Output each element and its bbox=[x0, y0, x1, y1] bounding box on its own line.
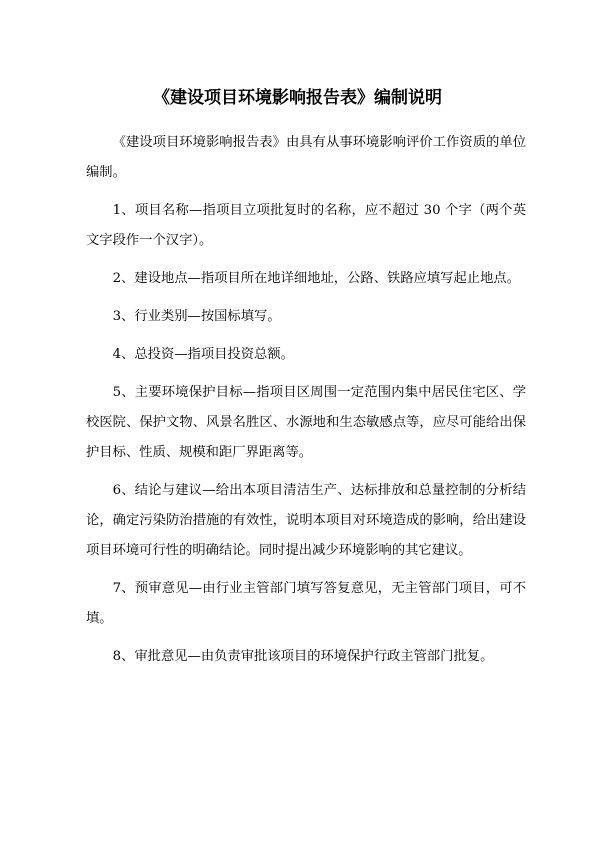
document-body bbox=[86, 128, 526, 680]
paragraph-item-6: 6、结论与建议—给出本项目清洁生产、达标排放和总量控制的分析结论，确定污染防治措施的有效性，说明本项目对环境造成的影响，给出建设项目环境可行性的明确结论。同时提出减少环境影响的其它建议。 bbox=[86, 483, 526, 558]
paragraph-item-4: 4、总投资—指项目投资总额。 bbox=[112, 347, 294, 362]
paragraph-item-1: 1、项目名称—指项目立项批复时的名称，应不超过 30 个字（两个英文字段作一个汉字）。 bbox=[86, 203, 526, 248]
document-title: 《建设项目环境影响报告表》编制说明 bbox=[153, 88, 442, 108]
paragraph-item-7: 7、预审意见—由行业主管部门填写答复意见，无主管部门项目，可不填。 bbox=[86, 581, 526, 626]
paragraph-item-5: 5、主要环境保护目标—指项目区周围一定范围内集中居民住宅区、学校医院、保护文物、风景名胜区、水源地和生态敏感点等，应尽可能给出保护目标、性质、规模和距厂界距离等。 bbox=[86, 385, 526, 460]
paragraph-intro: 《建设项目环境影响报告表》由具有从事环境影响评价工作资质的单位编制。 bbox=[86, 135, 526, 180]
paragraph-item-3: 3、行业类别—按国标填写。 bbox=[112, 309, 281, 324]
paragraph-item-8: 8、审批意见—由负责审批该项目的环境保护行政主管部门批复。 bbox=[112, 649, 494, 664]
paragraph-item-2: 2、建设地点—指项目所在地详细地址，公路、铁路应填写起止地点。 bbox=[112, 271, 520, 286]
